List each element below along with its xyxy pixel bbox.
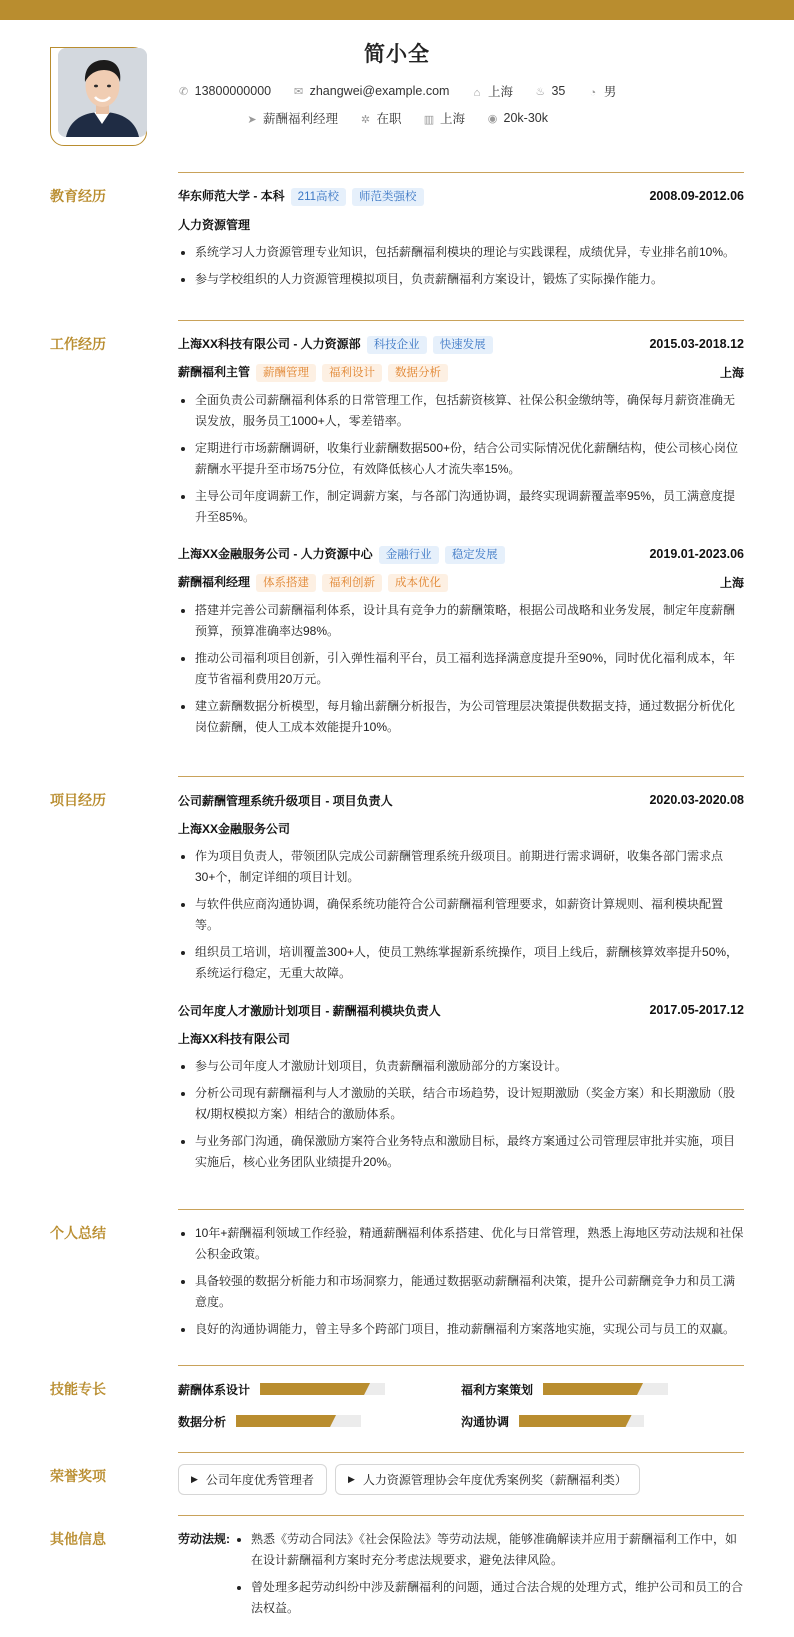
gender-icon: ◔ [589, 87, 597, 99]
section-title: 工作经历 [50, 336, 106, 352]
mail-icon: ✉ [294, 86, 304, 98]
tag: 数据分析 [388, 364, 448, 382]
list-item: 参与学校组织的人力资源管理模拟项目，负责薪酬福利方案设计，锻炼了实际操作能力。 [178, 269, 744, 290]
list-item: 主导公司年度调薪工作，制定调薪方案，与各部门沟通协调，最终实现调薪覆盖率95%，员工满意度提升至85%。 [178, 486, 744, 528]
project-name: 公司薪酬管理系统升级项目 - 项目负责人 [178, 793, 393, 808]
job-role: 薪酬福利主管 [178, 364, 251, 379]
job-role: 薪酬福利经理 [178, 574, 251, 589]
award-item [335, 1464, 640, 1495]
project-name: 公司年度人才激励计划项目 - 薪酬福利模块负责人 [178, 1003, 441, 1018]
award-item [178, 1464, 327, 1495]
list-item: 建立薪酬数据分析模型，每月输出薪酬分析报告，为公司管理层决策提供数据支持，通过数据分析优化岗位薪酬，使人工成本效能提升10%。 [178, 696, 744, 738]
skill-item [461, 1411, 744, 1431]
home-icon: ⌂ [473, 87, 481, 99]
section-divider [178, 320, 744, 321]
tag: 师范类强校 [352, 188, 424, 206]
list-item: 定期进行市场薪酬调研，收集行业薪酬数据500+份，结合公司实际情况优化薪酬结构，使公司核心岗位薪酬水平提升至市场75分位，有效降低核心人才流失率15%。 [178, 438, 744, 480]
section-divider [178, 1452, 744, 1453]
intent-row [0, 109, 794, 127]
list-item: 推动公司福利项目创新，引入弹性福利平台，员工福利选择满意度提升至90%，同时优化福利成本，年度节省福利费用20万元。 [178, 648, 744, 690]
list-item: 参与公司年度人才激励计划项目，负责薪酬福利激励部分的方案设计。 [178, 1056, 744, 1077]
list-item: 分析公司现有薪酬福利与人才激励的关联，结合市场趋势，设计短期激励（奖金方案）和长期激励（股权/期权模拟方案）相结合的激励体系。 [178, 1083, 744, 1125]
location: 上海 [487, 85, 513, 99]
skill-item [461, 1379, 744, 1399]
section-title: 其他信息 [50, 1531, 106, 1547]
gender: 男 [603, 85, 617, 99]
job-city: 上海 [719, 365, 744, 380]
target-position: 薪酬福利经理 [263, 112, 339, 126]
phone-number: 13800000000 [194, 84, 272, 98]
section-title: 个人总结 [50, 1225, 106, 1241]
list-item: 10年+薪酬福利领域工作经验，精通薪酬福利体系搭建、优化与日常管理，熟悉上海地区劳动法规和社保公积金政策。 [178, 1223, 744, 1265]
skill-bar [236, 1415, 361, 1427]
list-item: 组织员工培训，培训覆盖300+人，使员工熟练掌握新系统操作，项目上线后，薪酬核算效率提升50%，系统运行稳定，无重大故障。 [178, 942, 744, 984]
tag: 金融行业 [379, 546, 439, 564]
other-label: 劳动法规: [178, 1532, 230, 1546]
employment-status: 在职 [376, 112, 402, 126]
section-divider [178, 776, 744, 777]
skill-bar-fill [519, 1415, 632, 1427]
list-item: 系统学习人力资源管理专业知识，包括薪酬福利模块的理论与实践课程，成绩优异，专业排名前10%。 [178, 242, 744, 263]
tag: 体系搭建 [256, 574, 316, 592]
company-name: 上海XX金融服务公司 - 人力资源中心 [178, 546, 373, 561]
age: 35 [551, 84, 566, 98]
section-divider [178, 1365, 744, 1366]
target-city: 上海 [440, 112, 466, 126]
date-range: 2015.03-2018.12 [649, 337, 744, 351]
gear-icon: ✲ [360, 114, 371, 126]
send-icon: ➤ [247, 114, 257, 126]
tag: 成本优化 [388, 574, 448, 592]
email-address: zhangwei@example.com [309, 84, 450, 98]
company-name: 上海XX科技有限公司 - 人力资源部 [178, 336, 361, 351]
tag: 211高校 [291, 188, 346, 206]
section-divider [178, 1515, 744, 1516]
date-range: 2008.09-2012.06 [649, 189, 744, 203]
skill-name: 沟通协调 [461, 1414, 510, 1429]
tag: 薪酬管理 [256, 364, 316, 382]
list-item: 具备较强的数据分析能力和市场洞察力，能通过数据驱动薪酬福利决策，提升公司薪酬竞争力和员工满意度。 [178, 1271, 744, 1313]
section-divider [178, 172, 744, 173]
play-icon: ▶ [191, 1474, 198, 1484]
date-range: 2020.03-2020.08 [649, 793, 744, 807]
skill-bar [543, 1383, 668, 1395]
section-title: 荣誉奖项 [50, 1468, 106, 1484]
top-accent-bar [0, 0, 794, 20]
skill-item [178, 1411, 461, 1431]
award-name: 公司年度优秀管理者 [205, 1473, 314, 1487]
skill-bar [260, 1383, 385, 1395]
skill-name: 福利方案策划 [461, 1382, 534, 1397]
skill-name: 数据分析 [178, 1414, 227, 1429]
date-range: 2017.05-2017.12 [649, 1003, 744, 1017]
list-item: 良好的沟通协调能力，曾主导多个跨部门项目，推动薪酬福利方案落地实施，实现公司与员工的双赢。 [178, 1319, 744, 1340]
project-org: 上海XX科技有限公司 [178, 1031, 291, 1046]
section-title: 技能专长 [50, 1381, 106, 1397]
skill-bar [519, 1415, 644, 1427]
school-name: 华东师范大学 - 本科 [178, 188, 285, 203]
skill-bar-fill [236, 1415, 336, 1427]
tag: 科技企业 [367, 336, 427, 354]
tag: 福利设计 [322, 364, 382, 382]
list-item: 与软件供应商沟通协调，确保系统功能符合公司薪酬福利管理要求，如薪资计算规则、福利模块配置等。 [178, 894, 744, 936]
job-city: 上海 [719, 575, 744, 590]
list-item: 与业务部门沟通，确保激励方案符合业务特点和激励目标，最终方案通过公司管理层审批并实施，项目实施后，核心业务团队业绩提升20%。 [178, 1131, 744, 1173]
list-item: 全面负责公司薪酬福利体系的日常管理工作，包括薪资核算、社保公积金缴纳等，确保每月薪资准确无误发放，服务员工1000+人，零差错率。 [178, 390, 744, 432]
section-title: 教育经历 [50, 188, 106, 204]
list-item: 熟悉《劳动合同法》《社会保险法》等劳动法规，能够准确解读并应用于薪酬福利工作中，如在设计薪酬福利方案时充分考虑法规要求，避免法律风险。 [234, 1529, 744, 1571]
section-title: 项目经历 [50, 792, 106, 808]
cake-icon: ♨ [535, 86, 546, 98]
phone-icon: ✆ [179, 86, 189, 98]
list-item: 曾处理多起劳动纠纷中涉及薪酬福利的问题，通过合法合规的处理方式，维护公司和员工的合法权益。 [234, 1577, 744, 1619]
award-name: 人力资源管理协会年度优秀案例奖（薪酬福利类） [362, 1473, 627, 1487]
major: 人力资源管理 [178, 217, 251, 232]
skill-bar-fill [260, 1383, 370, 1395]
candidate-name: 简小全 [364, 43, 430, 66]
coin-icon: ◉ [487, 113, 498, 125]
building-icon: ▥ [423, 114, 435, 126]
play-icon: ▶ [347, 1474, 355, 1484]
date-range: 2019.01-2023.06 [649, 547, 744, 561]
expected-salary: 20k-30k [503, 111, 548, 125]
tag: 稳定发展 [445, 546, 505, 564]
skill-item [178, 1379, 461, 1399]
section-divider [178, 1209, 744, 1210]
list-item: 作为项目负责人，带领团队完成公司薪酬管理系统升级项目。前期进行需求调研，收集各部门需求点30+个，制定详细的项目计划。 [178, 846, 744, 888]
contact-row [0, 82, 794, 100]
tag: 快速发展 [433, 336, 493, 354]
tag: 福利创新 [322, 574, 382, 592]
skill-name: 薪酬体系设计 [178, 1382, 251, 1397]
project-org: 上海XX金融服务公司 [178, 821, 291, 836]
skill-bar-fill [543, 1383, 643, 1395]
list-item: 搭建并完善公司薪酬福利体系，设计具有竞争力的薪酬策略，根据公司战略和业务发展，制定年度薪酬预算，预算准确率达98%。 [178, 600, 744, 642]
